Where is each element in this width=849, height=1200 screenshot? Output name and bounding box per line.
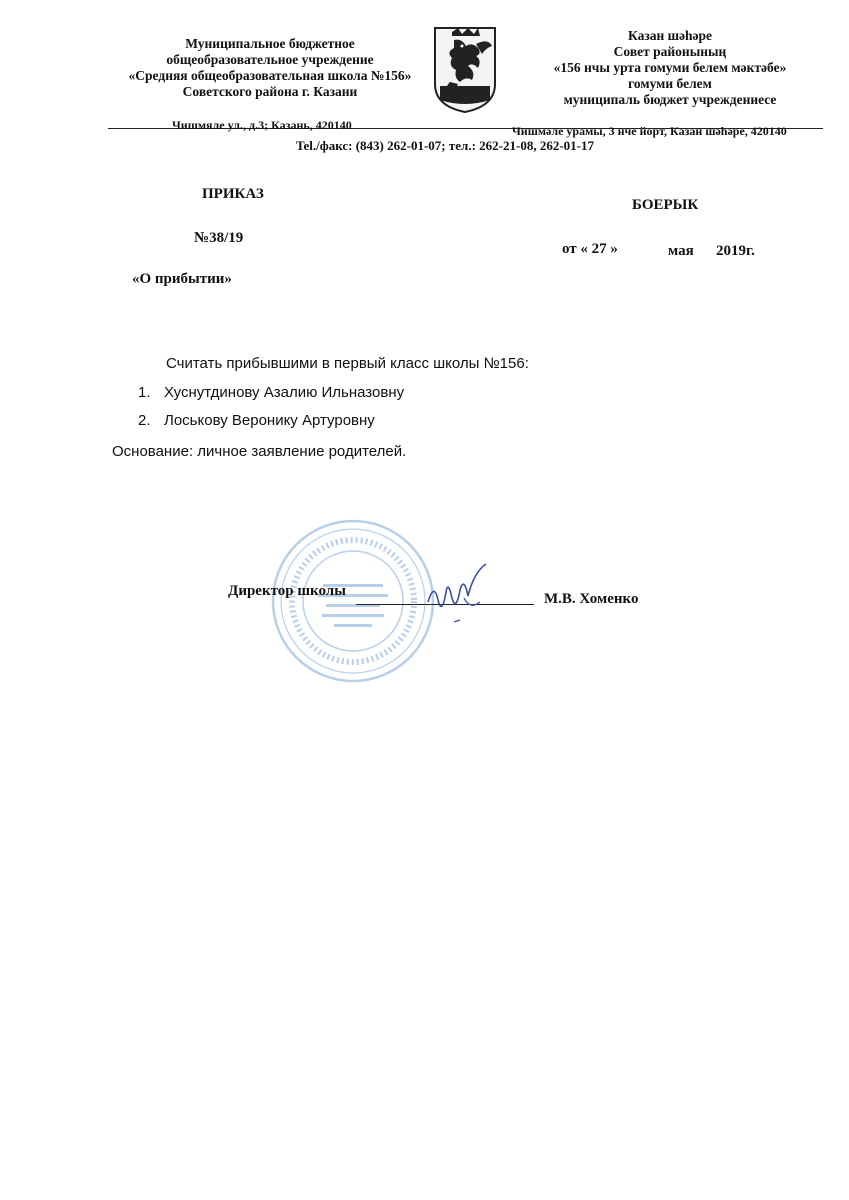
school-round-stamp-icon	[268, 516, 438, 686]
order-intro: Считать прибывшими в первый класс школы №156:	[166, 355, 529, 372]
address-left: Чишмяле ул., д.3; Казань, 420140	[172, 118, 352, 132]
header-left-line: Советского района г. Казани	[182, 84, 358, 99]
list-item-text: Лоськову Веронику Артуровну	[164, 412, 375, 429]
header-left-line: «Средняя общеобразовательная школа №156»	[128, 68, 412, 83]
order-date-month: мая	[668, 243, 694, 259]
contacts-line: Tel./факс: (843) 262-01-07; тел.: 262-21-08, 262-01-17	[296, 138, 594, 153]
order-date-year: 2019г.	[716, 243, 755, 259]
header-right-line: «156 нчы урта гомуми белем мәктәбе»	[553, 60, 787, 75]
header-left-block	[110, 36, 430, 100]
order-subject: «О прибытии»	[132, 271, 232, 287]
header-left-line: общеобразовательное учреждение	[166, 52, 374, 67]
order-date-prefix: от « 27 »	[562, 241, 618, 257]
signature-name: М.В. Хоменко	[544, 591, 639, 607]
order-basis: Основание: личное заявление родителей.	[112, 443, 407, 460]
header-right-line: Совет районының	[613, 44, 727, 59]
order-title-ru: ПРИКАЗ	[202, 186, 264, 202]
order-title-tt: БОЕРЫК	[632, 197, 699, 213]
kazan-coat-of-arms-zilant-icon	[432, 26, 498, 114]
order-number: №38/19	[194, 230, 244, 246]
list-item-number: 2.	[138, 412, 151, 429]
address-right: Чишмәле урамы, 3 нче йорт, Казан шәһәре, 420140	[512, 124, 787, 138]
header-right-line: муниципаль бюджет учреждениесе	[563, 92, 777, 107]
list-item-text: Хуснутдинову Азалию Ильназовну	[164, 384, 405, 401]
list-item	[138, 384, 404, 401]
signature-position: Директор школы	[228, 583, 346, 599]
header-right-line: Казан шәһәре	[627, 28, 713, 43]
header-left-line: Муниципальное бюджетное	[185, 36, 355, 51]
list-item-number: 1.	[138, 384, 151, 401]
header-right-block	[520, 28, 820, 108]
list-item	[138, 412, 375, 429]
header-right-line: гомуми белем	[628, 76, 712, 91]
handwritten-signature-icon	[424, 562, 494, 626]
